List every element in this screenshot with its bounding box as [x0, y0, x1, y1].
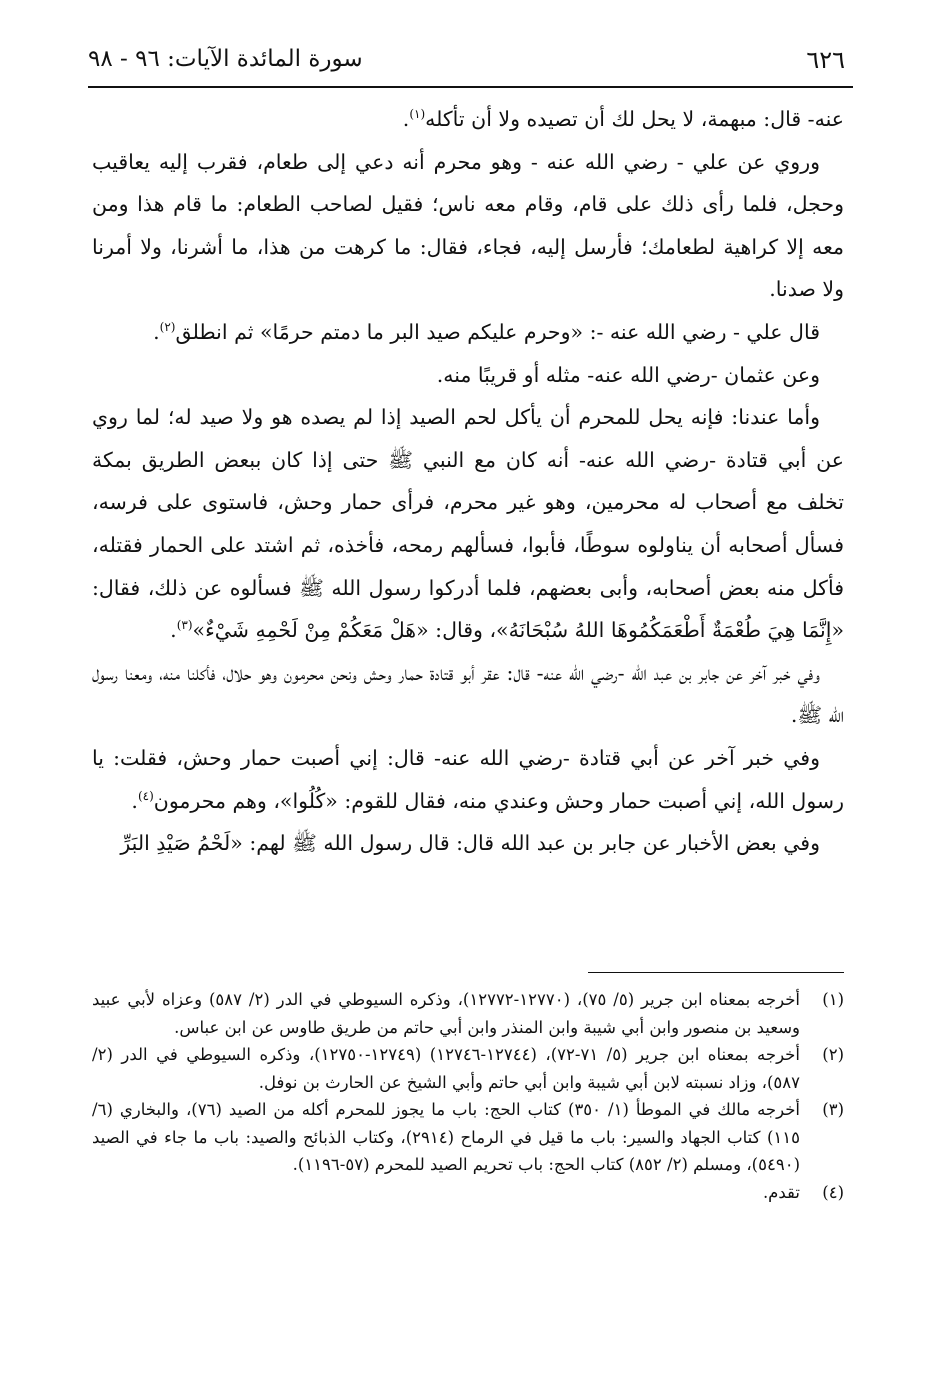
footnote-text: أخرجه بمعناه ابن جرير (٥/ ٧٥)، (١٢٧٧٠-١٢٧٧٢)، وذكره السيوطي في الدر (٢/ ٥٨٧) وعزاه لأبي عبيد وسعيد بن منصور وابن أبي شيبة وابن المنذر وابن أبي حاتم من طريق طاوس عن ابن عباس. [92, 990, 800, 1037]
header-rule [88, 86, 853, 88]
page-header [88, 40, 853, 86]
footnote-number: (٤) [822, 1182, 844, 1202]
footnote-ref-2: (٢) [159, 320, 176, 335]
footnote-number: (٢) [822, 1045, 844, 1064]
paragraph-4: وعن عثمان -رضي الله عنه- مثله أو قريبًا منه. [436, 362, 820, 387]
paragraph-1: عنه- قال: مبهمة، لا يحل لك أن تصيده ولا أن تأكله$^{(١)}$. [402, 107, 844, 131]
footnote-number: (٣) [822, 1100, 844, 1119]
paragraph-7: وفي خبر آخر عن أبي قتادة -رضي الله عنه- قال: إني أصبت حمار وحش، فقلت: يا رسول الله، إني أصبت حمار وحش وعندي منه، فقال للقوم: «كُلُوا»، وهم محرمون$^{(٤)}$. [92, 745, 844, 813]
footnote-text: أخرجه بمعناه ابن جرير (٥/ ٧١-٧٢)، (١٢٧٤٤-١٢٧٤٦) (١٢٧٤٩-١٢٧٥٠)، وذكره السيوطي في الدر (٢/ ٥٨٧)، وزاد نسبته لابن أبي شيبة وابن أبي حاتم وأبي الشيخ عن الحارث بن نوفل. [92, 1045, 800, 1092]
paragraph-2: وروي عن علي - رضي الله عنه - وهو محرم أنه دعي إلى طعام، فقرب إليه يعاقيب وحجل، فلما رأى ذلك على قام، وقام معه ناس؛ فقيل لصاحب الطعام: ما قام هذا ومن معه إلا كراهية لطعامك؛ فأرسل إليه، فجاء، فقال: ما كرهت من هذا، ما أشرنا، ولا أمرنا ولا صدنا. [92, 149, 844, 302]
footnote-4 [92, 1179, 844, 1207]
footnote-ref-1: (١) [409, 107, 426, 122]
main-text [92, 98, 844, 865]
footnote-1 [92, 986, 844, 1041]
footnote-3 [92, 1096, 844, 1179]
paragraph-5: وأما عندنا: فإنه يحل للمحرم أن يأكل لحم الصيد إذا لم يصده هو ولا صيد له؛ لما روي عن أبي قتادة -رضي الله عنه- أنه كان مع النبي ﷺ حتى إذا كان ببعض الطريق بمكة تخلف مع أصحاب له محرمين، وهو غير محرم، فرأى حمار وحش، فاستوى على فرسه، فسأل أصحابه أن يناولوه سوطًا، فأبوا، فسألهم رمحه، فأخذه، ثم اشتد على الحمار فقتله، فأكل منه بعض أصحابه، وأبى بعضهم، فلما أدركوا رسول الله ﷺ فسألوه عن ذلك، فقال: «إِنَّمَا هِيَ طُعْمَةٌ أَطْعَمَكُمُوهَا اللهُ سُبْحَانَهُ»، وقال: «هَلْ مَعَكُمْ مِنْ لَحْمِهِ شَيْءٌ»$^{(٣)}$. [92, 405, 844, 643]
footnotes [92, 986, 844, 1206]
footnote-ref-4: (٤) [137, 788, 154, 803]
footnote-separator [588, 972, 844, 973]
footnote-text: تقدم. [762, 1182, 800, 1202]
footnote-number: (١) [822, 990, 844, 1009]
footnote-ref-3: (٣) [176, 618, 193, 633]
paragraph-3: قال علي - رضي الله عنه -: «وحرم عليكم صيد البر ما دمتم حرمًا» ثم انطلق$^{(٢)}$. [153, 319, 820, 344]
footnote-2 [92, 1041, 844, 1096]
running-title: سورة المائدة الآيات: ٩٦ - ٩٨ [88, 46, 363, 72]
paragraph-6: وفي خبر آخر عن جابر بن عبد الله -رضي الله عنه- قال: عقر أبو قتادة حمار وحش ونحن محرمون وهو حلال، فأكلنا منه، ومعنا رسول الله ﷺ. [92, 660, 844, 728]
footnote-text: أخرجه مالك في الموطأ (١/ ٣٥٠) كتاب الحج: باب ما يجوز للمحرم أكله من الصيد (٧٦)، والبخاري (٦/ ١١٥) كتاب الجهاد والسير: باب ما قيل في الرماح (٢٩١٤)، وكتاب الذبائح والصيد: باب ما جاء في الصيد (٥٤٩٠)، ومسلم (٢/ ٨٥٢) كتاب الحج: باب تحريم الصيد للمحرم (٥٧-١١٩٦). [92, 1100, 801, 1174]
page-number: ٦٢٦ [806, 46, 845, 74]
paragraph-8: وفي بعض الأخبار عن جابر بن عبد الله قال: قال رسول الله ﷺ لهم: «لَحْمُ صَيْدِ البَرِّ [120, 831, 820, 856]
